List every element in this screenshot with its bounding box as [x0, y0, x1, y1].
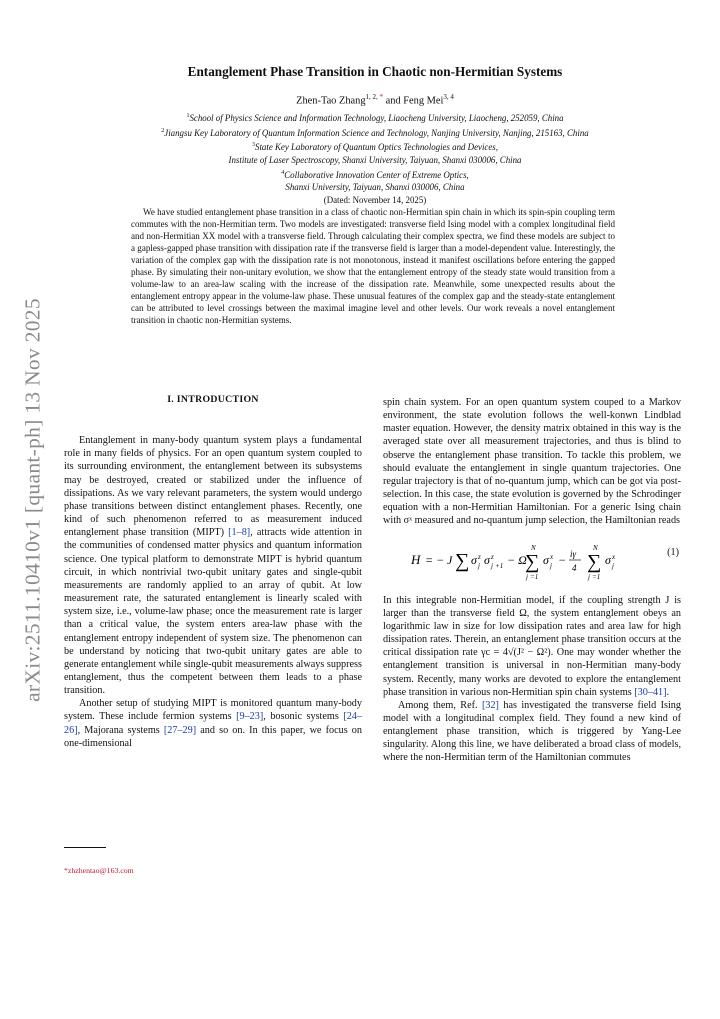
- paragraph-text: and so on. In this paper, we focus on one-dimensional: [64, 724, 362, 749]
- svg-text:x: x: [612, 552, 616, 561]
- paper-title: Entanglement Phase Transition in Chaotic non-Hermitian Systems: [187, 64, 563, 79]
- citation-link[interactable]: [30–41]: [634, 686, 667, 698]
- paragraph-text: Among them, Ref.: [398, 699, 482, 711]
- svg-text:∑: ∑: [455, 549, 470, 572]
- svg-text:j: j: [612, 561, 614, 570]
- affiliation-4-cont: Shanxi University, Taiyuan, Shanxi 030006, China: [285, 182, 465, 193]
- svg-text:N: N: [593, 543, 598, 552]
- svg-text:j: j: [478, 561, 480, 570]
- affil-sup: 4: [281, 169, 285, 176]
- citation-link[interactable]: [27–29]: [163, 724, 197, 736]
- author-affil-sup: [366, 93, 384, 101]
- svg-text:− Ω: − Ω: [507, 552, 527, 567]
- svg-text:H: H: [411, 551, 421, 567]
- svg-text:x: x: [550, 552, 554, 561]
- paragraph: [64, 697, 362, 750]
- paragraph: [64, 434, 362, 697]
- affiliation-4: [70, 167, 680, 182]
- affil-text: School of Physics Science and Information Technology, Liaocheng University, Liaocheng, 252059, China: [189, 112, 564, 123]
- svg-text:j: j: [588, 572, 590, 581]
- left-column: [64, 393, 362, 750]
- paragraph-text: Entanglement in many-body quantum system plays a fundamental role in many fields of physics. For an open quantum system coupled to its surrounding environment, the entanglement between its subsystems may be destroyed, created or stabilized under the influence of dissipations. As we vary relevant parameters, the system would undergo phase transitions between distinct entanglement phases. Recently, one kind of such phenomenon referred to as measurement induced entanglement phase transition (MIPT): [64, 435, 362, 539]
- svg-text:∑: ∑: [525, 550, 540, 573]
- svg-text:σ: σ: [543, 552, 549, 567]
- svg-text:∑: ∑: [587, 550, 602, 573]
- arxiv-identifier: arXiv:2511.10410v1 [quant-ph] 13 Nov 2025: [20, 298, 45, 702]
- svg-text:j: j: [491, 561, 493, 570]
- paragraph-text: has investigated the transverse field Ising model with a longitudinal complex field. They found a new kind of entanglement phase transition, which is triggered by Yang-Lee singularity. Along this line, we have deliberated a broad class of models, where the non-Hermitian term of the Hamiltonian commutes: [383, 699, 681, 764]
- affiliation-1: [70, 110, 680, 125]
- svg-text:=1: =1: [530, 572, 539, 581]
- svg-text:z: z: [478, 552, 481, 561]
- paragraph-text: , attracts wide attention in the communities of condensed matter physics and quantum information science. One typical platform to demonstrate MIPT is hybrid quantum circuit, in which nontrivial two-qubit unitary gates and single-qubit measurements are randomly applied to an array of qubit. At low measurement rate, the saturated entanglement is linearly scaled with system size, i.e., volume-law phase; once the measurement rate is larger than a critical value, the system enters area-law phase with the entanglement entropy independent of system size. The phenomenon can be understand by noticing that two-qubit unitary gates are able to generate entanglement while single-qubit measurements always suppress entanglement, thus the competent between them leads to a phase transition.: [64, 527, 362, 697]
- svg-text:z: z: [491, 552, 494, 561]
- equation-1: [383, 538, 681, 586]
- author-name: Feng Mei: [403, 95, 444, 107]
- author-affil-sup: 3, 4: [443, 93, 454, 101]
- author-affil-number: 1, 2,: [365, 93, 380, 101]
- equation-number: (1): [667, 546, 679, 558]
- paragraph: spin chain system. For an open quantum system couped to a Markov environment, the state evolution follows the well-konwn Lindblad master equation. However, the density matrix obtained in this way is the averaged state over all measurement trajectories, and thus is blind to observe the entanglement phase transition. To tackle this problem, we should evaluate the entanglement in single quantum trajectories. One regular trajectory is that of no-quantum jump, which can be got via post-selection. In this case, the state evolution is governed by the Schrodinger equation with a non-Hermitian Hamiltonian. For a generic Ising chain with σˣ measured and no-quantum jump selection, the Hamiltonian reads: [383, 397, 681, 527]
- svg-text:N: N: [531, 543, 536, 552]
- affil-text: State Key Laboratory of Quantum Optics Technologies and Devices,: [255, 142, 498, 153]
- affil-text: Jiangsu Key Laboratory of Quantum Information Science and Technology, Nanjing University, Nanjing, 215163, China: [164, 127, 589, 138]
- affiliation-2: [70, 125, 680, 140]
- svg-text:4: 4: [572, 562, 577, 573]
- citation-link[interactable]: [9–23]: [236, 711, 264, 723]
- svg-text:= −: = −: [425, 552, 445, 567]
- author-conjunction: and: [383, 95, 404, 107]
- affiliation-3: [70, 139, 680, 154]
- affiliation-3-cont: Institute of Laser Spectroscopy, Shanxi University, Taiyuan, Shanxi 030006, China: [228, 155, 522, 166]
- affil-text: Collaborative Innovation Center of Extreme Optics,: [284, 169, 469, 180]
- paragraph-text: , Majorana systems: [77, 724, 164, 736]
- svg-text:−: −: [558, 552, 567, 567]
- svg-text:σ: σ: [471, 552, 477, 567]
- affiliations: [70, 110, 680, 207]
- paragraph: [383, 594, 681, 699]
- date-line: (Dated: November 14, 2025): [323, 195, 427, 206]
- abstract: We have studied entanglement phase transition in a class of chaotic non-Hermitian spin chain in which its spin-spin coupling term commutes with the non-Hermitian term. Two models are investigated: transverse field Ising model with a complex longitudinal field and non-Hermitian XX model with a transverse field. Through calculating their complex spectra, we find these models are subject to a gapless-gapped phase transition with dissipation rate if the transverse field is larger than a model-dependent value. Interestingly, the variation of the complex gap with the dissipation rate is not monotonous, instead it manifest oscillations before entering the gapped phase. By simulating their non-unitary evolution, we show that the entanglement entropy of the steady state would transition from a volume-law to an area-law scaling with the increase of the dissipation rate. Meanwhile, some unexpected results about the entanglement entropy appear in the volume-law phase. These unusual features of the complex gap and the steady-state entanglement can be attributed to level crossings between the maximal imagine level and other levels. Our work reveals a novel entanglement transition in chaotic non-Hermitian systems.: [131, 207, 615, 325]
- affil-sup: 3: [252, 142, 256, 149]
- citation-link[interactable]: [32]: [481, 699, 499, 711]
- footnote-rule: [64, 847, 106, 848]
- paragraph-text: Another setup of studying MIPT is monitored quantum many-body system. These include fermion systems: [64, 698, 362, 723]
- arxiv-side-stamp: [18, 280, 48, 720]
- hamiltonian-equation: [411, 540, 651, 586]
- paragraph-text: .: [666, 686, 670, 698]
- svg-text:σ: σ: [484, 552, 490, 567]
- svg-text:iγ: iγ: [570, 548, 577, 559]
- svg-text:+1: +1: [495, 561, 504, 570]
- citation-link[interactable]: [1–8]: [228, 527, 251, 539]
- svg-text:=1: =1: [592, 572, 601, 581]
- author-line: [80, 93, 670, 106]
- svg-text:J: J: [447, 552, 453, 567]
- svg-text:j: j: [550, 561, 552, 570]
- right-column: [383, 396, 681, 765]
- footnote-email-link[interactable]: *zhzhentao@163.com: [64, 866, 134, 875]
- paragraph-text: In this integrable non-Hermitian model, if the coupling strength J is larger than the transverse field Ω, the system entanglement obeys an logarithmic law in size for low dissipation rates and area law for high dissipation rates. Therein, an entanglement phase transition occurs at the critical dissipation rate γc = 4√(J² − Ω²). One may wonder whether the entanglement transition is universal in non-Hermitian many-body system. Recently, many works are devoted to explore the entanglement phase transition in various non-Hermitian spin chain systems: [383, 594, 681, 698]
- affil-sup: 1: [186, 113, 190, 119]
- author-name: Zhen-Tao Zhang: [296, 95, 366, 107]
- corresponding-author-link[interactable]: *: [379, 93, 384, 101]
- svg-text:j: j: [526, 572, 528, 581]
- section-heading: I. INTRODUCTION: [167, 394, 259, 405]
- affil-sup: 2: [161, 127, 165, 134]
- citation-link[interactable]: [24–26]: [64, 711, 362, 736]
- paragraph: [383, 699, 681, 765]
- svg-text:σ: σ: [605, 552, 611, 567]
- paragraph-text: , bosonic systems: [263, 711, 344, 723]
